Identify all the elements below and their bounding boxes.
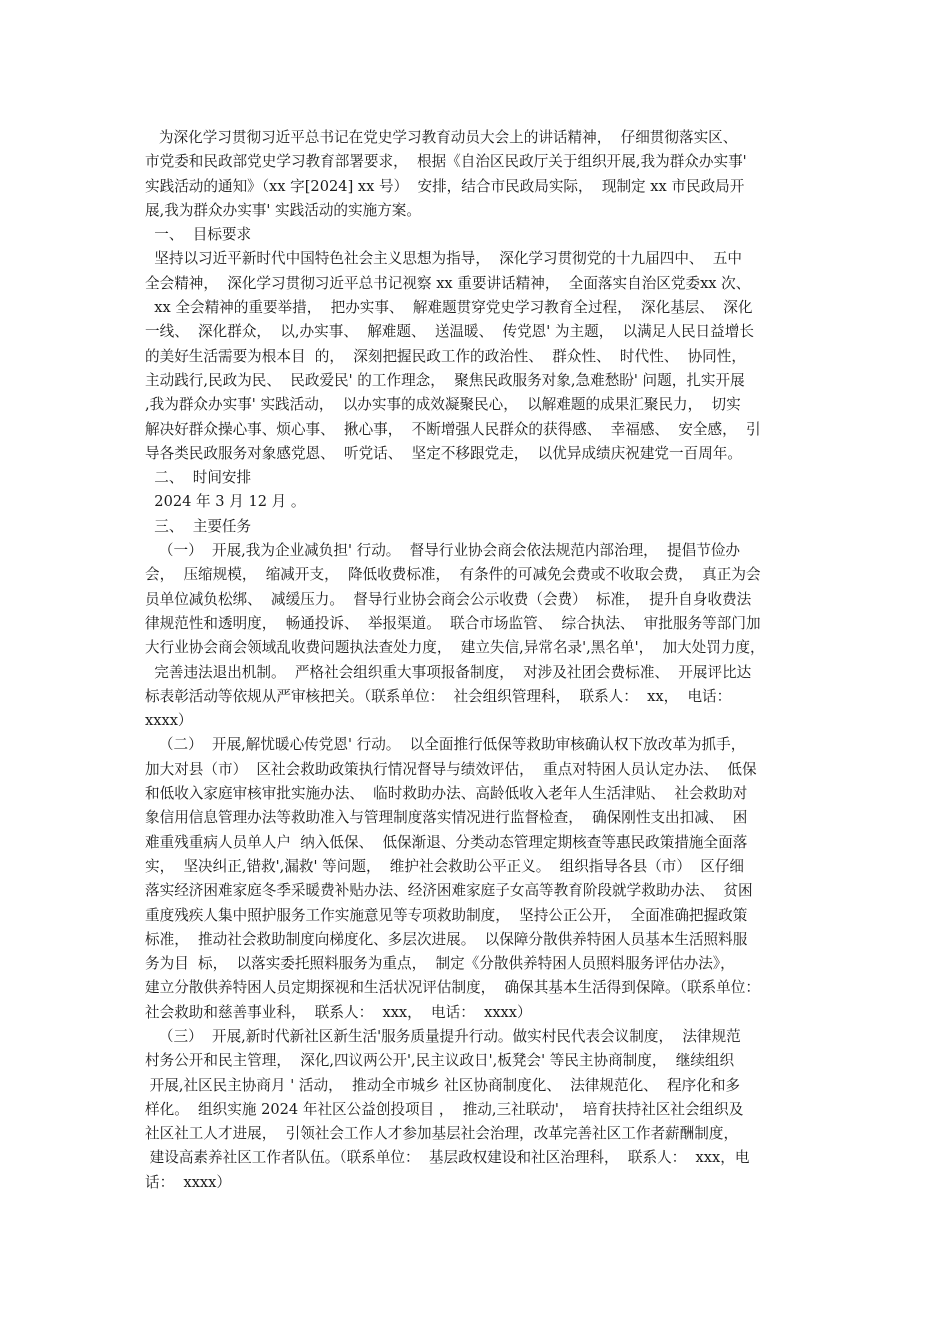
- text-line: （一） 开展,我为企业减负担' 行动。 督导行业协会商会依法规范内部治理， 提倡节俭办: [145, 542, 741, 560]
- section-heading: 二、 时间安排: [145, 469, 252, 487]
- text-line: 建设高素养社区工作者队伍。（联系单位： 基层政权建设和社区治理科， 联系人： xxx，电: [145, 1149, 750, 1167]
- text-line: 完善违法退出机制。 严格社会组织重大事项报备制度， 对涉及社团会费标准、 开展评比达: [145, 663, 752, 681]
- text-line: 为深化学习贯彻习近平总书记在党史学习教育动员大会上的讲话精神， 仔细贯彻落实区、: [145, 129, 738, 146]
- text-line: 2024 年 3 月 12 月 。: [145, 493, 306, 511]
- text-line: 全会精神， 深化学习贯彻习近平总书记视察 xx 重要讲话精神， 全面落实自治区党委xx 次、: [145, 274, 751, 292]
- document-body: [145, 126, 825, 1195]
- text-line: 主动践行,民政为民、 民政爱民' 的工作理念， 聚焦民政服务对象,急难愁盼' 问题，扎实开展: [145, 371, 745, 389]
- text-line: 标表彰活动等依规从严审核把关。（联系单位： 社会组织管理科， 联系人： xx， 电话：: [145, 687, 732, 705]
- text-line: 的美好生活需要为根本目 的， 深刻把握民政工作的政治性、 群众性、 时代性、 协同性，: [145, 347, 746, 365]
- text-line: 标准， 推动社会救助制度向梯度化、多层次进展。 以保障分散供养特困人员基本生活照料服: [145, 930, 748, 948]
- text-line: 一线、 深化群众， 以,办实事、 解难题、 送温暖、 传党恩' 为主题， 以满足人民日益增长: [145, 323, 754, 341]
- text-line: 社区社工人才进展， 引领社会工作人才参加基层社会治理，改革完善社区工作者薪酬制度，: [145, 1125, 739, 1143]
- text-line: 员单位减负松绑、 减缓压力。 督导行业协会商会公示收费（会费） 标准， 提升自身收费法: [145, 590, 752, 608]
- text-line: 开展,社区民主协商月 ' 活动， 推动全市城乡 社区协商制度化、 法律规范化、 程序化和多: [145, 1076, 741, 1094]
- text-line: 解决好群众操心事、烦心事、 揪心事， 不断增强人民群众的获得感、 幸福感、 安全感， 引: [145, 420, 761, 438]
- text-line: 话： xxxx）: [145, 1173, 231, 1191]
- text-line: 落实经济困难家庭冬季采暖费补贴办法、经济困难家庭子女高等教育阶段就学救助办法、 贫困: [145, 882, 753, 900]
- text-line: 实， 坚决纠正,错救',漏救' 等问题， 维护社会救助公平正义。 组织指导各县（市） 区仔细: [145, 857, 745, 875]
- text-line: 会， 压缩规模， 缩减开支， 降低收费标准， 有条件的可减免会费或不收取会费， 真正为会: [145, 566, 761, 584]
- text-line: 加大对县（市） 区社会救助政策执行情况督导与绩效评估， 重点对特困人员认定办法、 低保: [145, 760, 757, 778]
- text-line: 展,我为群众办实事' 实践活动的实施方案。: [145, 201, 421, 219]
- text-line: （三） 开展,新时代新社区新生活'服务质量提升行动。做实村民代表会议制度， 法律规范: [145, 1027, 741, 1045]
- text-line: 社会救助和慈善事业科， 联系人： xxx， 电话： xxxx）: [145, 1003, 532, 1021]
- text-line: xxxx）: [145, 712, 193, 730]
- text-line: 样化。 组织实施 2024 年社区公益创投项目 ， 推动,三社联动'， 培育扶持社区社会组织及: [145, 1100, 744, 1118]
- section-heading: 三、 主要任务: [145, 517, 252, 535]
- text-line: 难重残重病人员单人户 纳入低保、 低保渐退、分类动态管理定期核查等惠民政策措施全面落: [145, 833, 748, 851]
- text-line: 坚持以习近平新时代中国特色社会主义思想为指导， 深化学习贯彻党的十九届四中、 五中: [145, 250, 742, 268]
- text-line: 市党委和民政部党史学习教育部署要求， 根据《自治区民政厅关于组织开展,我为群众办实事': [145, 153, 747, 171]
- text-line: 实践活动的通知》（xx 字[2024] xx 号） 安排，结合市民政局实际， 现制定 xx 市民政局开: [145, 177, 745, 195]
- text-line: 律规范性和透明度， 畅通投诉、 举报渠道。 联合市场监管、 综合执法、 审批服务等部门加: [145, 614, 761, 632]
- text-line: （二） 开展,解忧暖心传党恩' 行动。 以全面推行低保等救助审核确认权下放改革为抓手，: [145, 736, 746, 754]
- text-line: 建立分散供养特困人员定期探视和生活状况评估制度， 确保其基本生活得到保障。（联系单位：: [145, 979, 760, 997]
- text-line: 导各类民政服务对象感党恩、 听党话、 坚定不移跟党走， 以优异成绩庆祝建党一百周年。: [145, 444, 742, 462]
- text-line: 和低收入家庭审核审批实施办法、 临时救助办法、高龄低收入老年人生活津贴、 社会救助对: [145, 785, 748, 803]
- text-line: 大行业协会商会领域乱收费问题执法查处力度， 建立失信,异常名录',黑名单'， 加大处罚力度，: [145, 639, 765, 657]
- text-line: 村务公开和民主管理， 深化,四议两公开',民主议政日',板凳会' 等民主协商制度， 继续组织: [145, 1052, 735, 1070]
- text-line: 务为目 标， 以落实委托照料服务为重点， 制定《分散供养特困人员照料服务评估办法》，: [145, 955, 735, 973]
- section-heading: 一、 目标要求: [145, 226, 252, 244]
- text-line: 象信用信息管理办法等救助准入与管理制度落实情况进行监督检查， 确保刚性支出扣减、 困: [145, 809, 748, 827]
- text-line: ,我为群众办实事' 实践活动， 以办实事的成效凝聚民心， 以解难题的成果汇聚民力， 切实: [145, 396, 741, 414]
- text-line: 重度残疾人集中照护服务工作实施意见等专项救助制度， 坚持公正公开， 全面准确把握政策: [145, 906, 748, 924]
- text-line: xx 全会精神的重要举措， 把办实事、 解难题贯穿党史学习教育全过程， 深化基层、 深化: [145, 299, 753, 317]
